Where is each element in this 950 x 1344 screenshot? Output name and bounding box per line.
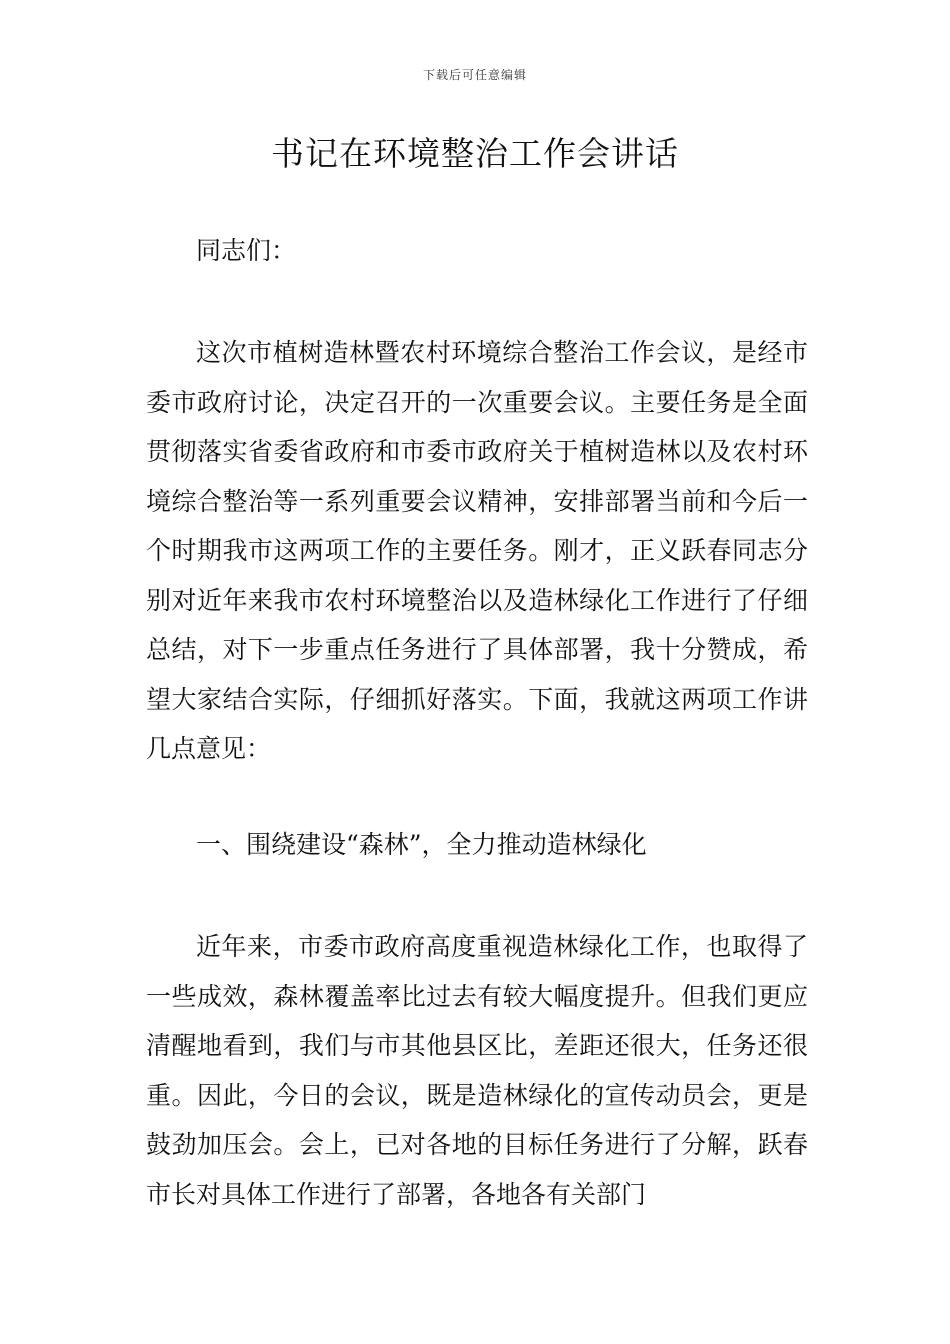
paragraph-intro: 这次市植树造林暨农村环境综合整治工作会议，是经市委市政府讨论，决定召开的一次重要会议。主要任务是全面贯彻落实省委省政府和市委市政府关于植树造林以及农村环境综合整治等一系列重要会议精神，安排部署当前和今后一个时期我市这两项工作的主要任务。刚才，正义跃春同志分别对近年来我市农村环境整治以及造林绿化工作进行了仔细总结，对下一步重点任务进行了具体部署，我十分赞成，希望大家结合实际，仔细抓好落实。下面，我就这两项工作讲几点意见： [146,338,808,763]
document-title: 书记在环境整治工作会讲话 [271,134,679,173]
header-note: 下载后可任意编辑 [422,68,527,82]
salutation: 同志们： [196,236,297,265]
section-heading: 一、围绕建设“森林”，全力推动造林绿化 [196,830,647,859]
paragraph-afforestation: 近年来，市委市政府高度重视造林绿化工作，也取得了一些成效，森林覆盖率比过去有较大幅度提升。但我们更应清醒地看到，我们与市其他县区比，差距还很大，任务还很重。因此，今日的会议，既是造林绿化的宣传动员会，更是鼓劲加压会。会上，已对各地的目标任务进行了分解，跃春市长对具体工作进行了部署，各地各有关部门 [146,932,808,1209]
